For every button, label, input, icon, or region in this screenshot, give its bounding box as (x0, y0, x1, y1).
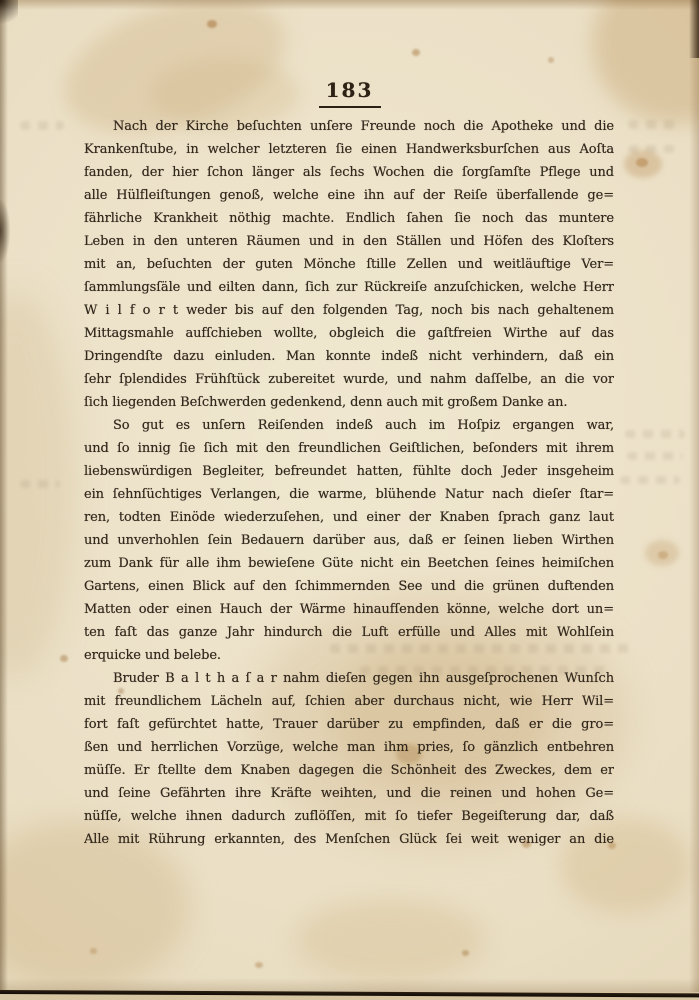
page-corner-top-left (0, 0, 18, 30)
text-line: ren, todten Einöde wiederzuſehen, und einer der Knaben ſprach ganz laut (84, 510, 614, 525)
page-edge-right (689, 0, 699, 1000)
binding-edge-mark (0, 200, 10, 262)
page-text (84, 115, 614, 851)
text-line: fährliche Krankheit nöthig machte. Endlich ſahen ſie noch das muntere (84, 211, 614, 226)
text-line: erquicke und belebe. (84, 648, 221, 663)
text-line: Leben in den unteren Räumen und in den Ställen und Höfen des Kloſters (84, 234, 614, 249)
text-line: und ſeine Gefährten ihre Kräfte weihten, und die reinen und hohen Ge= (84, 786, 614, 801)
text-line: und ſo innig ſie ſich mit den freundlichen Geiſtlichen, beſonders mit ihrem (84, 441, 614, 456)
text-line: Bruder B a l t h a ſ a r nahm dieſen gegen ihn ausgeſprochenen Wunſch (113, 671, 614, 686)
text-line: Mittagsmahle aufſchieben wollte, obgleich die gaſtfreien Wirthe auf das (84, 326, 614, 341)
text-line: und unverhohlen ſein Bedauern darüber aus, daß er ſeinen lieben Wirthen (84, 533, 614, 548)
text-line: Dringendſte dazu einluden. Man konnte indeß nicht verhindern, daß ein (84, 349, 614, 364)
text-line: müſſe. Er ſtellte dem Knaben dagegen die Schönheit des Zweckes, dem er (84, 763, 614, 778)
text-line: ein ſehnſüchtiges Verlangen, die warme, blühende Natur nach dieſer ſtar= (84, 487, 614, 502)
page-header (0, 78, 699, 108)
text-line: Alle mit Rührung erkannten, des Menſchen Glück ſei weit weniger an die (84, 832, 614, 847)
page-corner-top-right (689, 0, 699, 58)
text-line: So gut es unſern Reiſenden indeß auch im Hoſpiz ergangen war, (113, 418, 614, 433)
text-line: Krankenſtube, in welcher letzteren ſie einen Handwerksburſchen aus Aoſta (84, 142, 614, 157)
text-line: Gartens, einen Blick auf den ſchimmernden See und die grünen duftenden (84, 579, 614, 594)
page-edge-top (0, 0, 699, 10)
text-line: Nach der Kirche beſuchten unſere Freunde noch die Apotheke und die (113, 119, 614, 134)
text-line: ten faſt das ganze Jahr hindurch die Luft erfülle und Alles mit Wohlſein (84, 625, 614, 640)
text-line: fort faſt gefürchtet hatte, Trauer darüber zu empfinden, daß er die gro= (84, 717, 614, 732)
text-line: mit an, beſuchten der guten Mönche ſtille Zellen und weitläuftige Ver= (84, 257, 614, 272)
text-line: W i l f o r t weder bis auf den folgenden Tag, noch bis nach gehaltenem (84, 303, 614, 318)
text-line: mit freundlichem Lächeln auf, ſchien aber durchaus nicht, wie Herr Wil= (84, 694, 614, 709)
text-line: ſammlungsſäle und eilten dann, ſich zur Rückreiſe anzuſchicken, welche Herr (84, 280, 614, 295)
text-line: ſehr ſplendides Frühſtück zubereitet wurde, und nahm daſſelbe, an die vor (84, 372, 614, 387)
text-line: ßen und herrlichen Vorzüge, welche man ihm pries, ſo gänzlich entbehren (84, 740, 614, 755)
text-line: Matten oder einen Hauch der Wärme hinaufſenden könne, welche dort un= (84, 602, 614, 617)
text-line: liebenswürdigen Begleiter, befreundet hatten, fühlte doch Jeder insgeheim (84, 464, 614, 479)
text-line: nüſſe, welche ihnen dadurch zuflöſſen, mit ſo tiefer Begeiſterung dar, daß (84, 809, 614, 824)
page-number-rule (319, 106, 381, 108)
page-edge-left (0, 0, 8, 1000)
text-line: alle Hülfleiſtungen genoß, welche eine ihn auf der Reiſe überfallende ge= (84, 188, 614, 203)
page-number: 183 (325, 78, 374, 102)
text-line: zum Dank für alle ihm bewieſene Güte nicht ein Beetchen ſeines heimiſchen (84, 556, 614, 571)
text-line: fanden, der hier ſchon länger als ſechs Wochen die ſorgſamſte Pflege und (84, 165, 614, 180)
text-line: ſich liegenden Beſchwerden gedenkend, denn auch mit großem Danke an. (84, 395, 568, 410)
